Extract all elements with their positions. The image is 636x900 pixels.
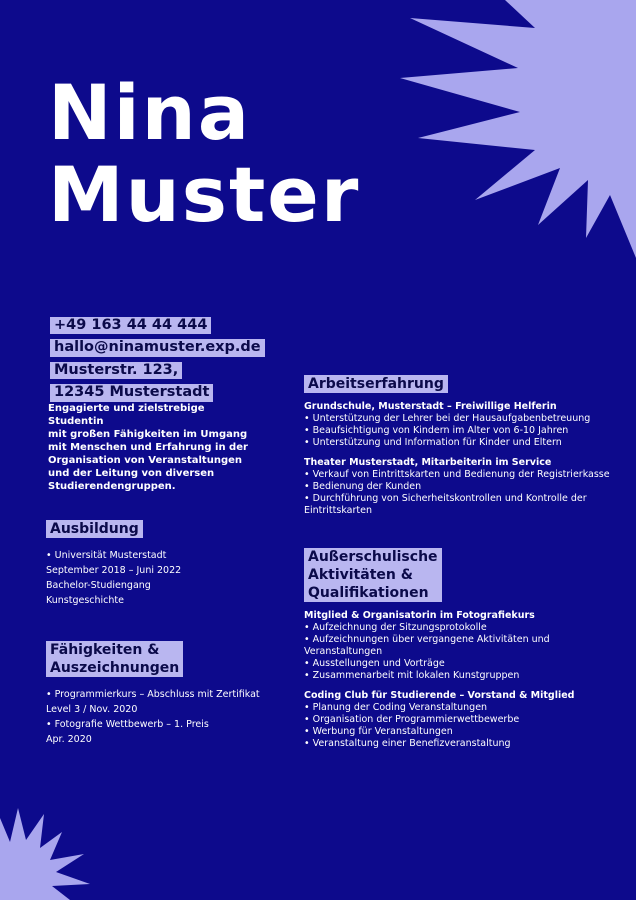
phone-number: +49 163 44 44 444	[50, 317, 211, 334]
experience-item: • Durchführung von Sicherheitskontrollen und Kontrolle der	[304, 493, 587, 504]
experience-block-title: Theater Musterstadt, Mitarbeiterin im Service	[304, 457, 552, 468]
activities-item: • Aufzeichnungen über vergangene Aktivitäten und	[304, 634, 550, 645]
experience-section	[304, 373, 614, 517]
email-address: hallo@ninamuster.exp.de	[50, 339, 265, 356]
education-details	[46, 548, 276, 608]
summary-line: Organisation von Veranstaltungen	[48, 455, 243, 466]
contact-block	[50, 314, 265, 404]
activities-item: • Planung der Coding Veranstaltungen	[304, 702, 488, 713]
activities-heading-line: Außerschulische	[308, 549, 438, 565]
activities-block	[304, 690, 614, 750]
experience-heading: Arbeitserfahrung	[304, 375, 448, 393]
starburst-bottom-icon	[0, 808, 90, 900]
skills-section	[46, 641, 276, 747]
city-address: 12345 Musterstadt	[50, 384, 213, 401]
education-section	[46, 518, 276, 608]
education-line: September 2018 – Juni 2022	[46, 565, 182, 576]
skills-line: • Fotografie Wettbewerb – 1. Preis	[46, 719, 209, 730]
experience-block	[304, 457, 614, 517]
activities-item: • Aufzeichnung der Sitzungsprotokolle	[304, 622, 487, 633]
profile-summary	[48, 402, 253, 493]
education-line: Kunstgeschichte	[46, 595, 124, 606]
summary-line: Engagierte und zielstrebige Studentin	[48, 403, 205, 427]
activities-item: • Veranstaltung einer Benefizveranstaltung	[304, 738, 511, 749]
activities-heading-line: Aktivitäten &	[308, 567, 413, 583]
skills-line: Level 3 / Nov. 2020	[46, 704, 138, 715]
name-heading	[48, 68, 361, 239]
skills-line: • Programmierkurs – Abschluss mit Zertifikat	[46, 689, 260, 700]
activities-item: • Werbung für Veranstaltungen	[304, 726, 453, 737]
activities-block-title: Mitglied & Organisatorin im Fotografiekurs	[304, 610, 535, 621]
experience-item: • Unterstützung der Lehrer bei der Hausaufgabenbetreuung	[304, 413, 591, 424]
experience-item: • Verkauf von Eintrittskarten und Bedienung der Registrierkasse	[304, 469, 610, 480]
education-line: • Universität Musterstadt	[46, 550, 167, 561]
activities-heading-line: Qualifikationen	[308, 585, 429, 601]
first-name: Nina	[48, 68, 252, 157]
starburst-top-icon	[400, 0, 636, 260]
skills-details	[46, 687, 276, 747]
education-line: Bachelor-Studiengang	[46, 580, 151, 591]
activities-section	[304, 548, 614, 750]
summary-line: mit Menschen und Erfahrung in der	[48, 442, 248, 453]
experience-item: • Bedienung der Kunden	[304, 481, 422, 492]
activities-block	[304, 610, 614, 682]
summary-line: und der Leitung von diversen	[48, 468, 215, 479]
experience-item: • Beaufsichtigung von Kindern im Alter von 6-10 Jahren	[304, 425, 569, 436]
activities-item: • Organisation der Programmierwettbewerbe	[304, 714, 520, 725]
summary-line: Studierendengruppen.	[48, 481, 176, 492]
skills-line: Apr. 2020	[46, 734, 92, 745]
activities-item: • Ausstellungen und Vorträge	[304, 658, 445, 669]
last-name: Muster	[48, 150, 361, 239]
experience-item: • Unterstützung und Information für Kinder und Eltern	[304, 437, 562, 448]
skills-heading	[46, 641, 183, 677]
summary-line: mit großen Fähigkeiten im Umgang	[48, 429, 248, 440]
activities-heading	[304, 548, 442, 602]
street-address: Musterstr. 123,	[50, 362, 182, 379]
skills-heading-line: Fähigkeiten &	[50, 642, 160, 658]
activities-item: • Zusammenarbeit mit lokalen Kunstgruppen	[304, 670, 520, 681]
skills-heading-line: Auszeichnungen	[50, 660, 180, 676]
experience-block-title: Grundschule, Musterstadt – Freiwillige Helferin	[304, 401, 557, 412]
experience-item: Eintrittskarten	[304, 505, 372, 516]
activities-item: Veranstaltungen	[304, 646, 383, 657]
education-heading: Ausbildung	[46, 520, 143, 538]
activities-block-title: Coding Club für Studierende – Vorstand & Mitglied	[304, 690, 575, 701]
experience-block	[304, 401, 614, 449]
